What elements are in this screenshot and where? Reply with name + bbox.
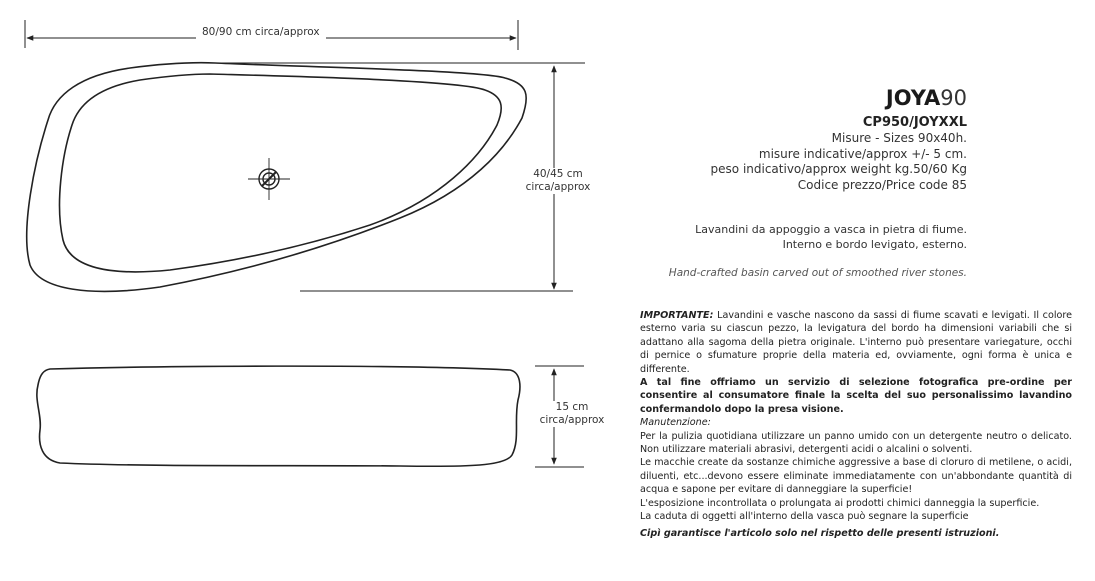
service-paragraph: A tal fine offriamo un servizio di selezione fotografica pre-ordine per consentire al consumatore finale la scelta del suo personalissimo lavandino confermandolo dopo la presa visione.: [640, 377, 1072, 415]
description-italian: [695, 222, 967, 252]
depth-label-line2: circa/approx: [525, 181, 591, 193]
description-line: Lavandini da appoggio a vasca in pietra di fiume.: [695, 223, 967, 236]
spec-weight: peso indicativo/approx weight kg.50/60 Kg: [710, 162, 967, 176]
product-name: JOYA: [885, 86, 941, 110]
product-title: [711, 86, 967, 111]
product-number: 90: [940, 86, 967, 110]
height-label-line2: circa/approx: [539, 414, 605, 426]
product-spec: [711, 86, 967, 193]
maintenance-line: L'esposizione incontrollata o prolungata ai prodotti chimici danneggia la superficie.: [640, 497, 1040, 509]
drain-icon: [248, 158, 290, 200]
basin-side-view: [37, 366, 520, 466]
basin-top-view: [27, 63, 527, 292]
height-label: [536, 401, 608, 427]
spec-tolerance: misure indicative/approx +/- 5 cm.: [758, 146, 967, 161]
maintenance-line: Per la pulizia quotidiana utilizzare un panno umido con un detergente neutro o delicato. Non utilizzare materiali abrasivi, detergenti acidi o alcalini o solventi.: [640, 430, 1072, 456]
maintenance-line: La caduta di oggetti all'interno della vasca può segnare la superficie: [640, 511, 969, 523]
notes-section: [640, 309, 1072, 540]
spec-size: Misure - Sizes 90x40h.: [831, 131, 967, 145]
important-paragraph: [640, 309, 1072, 376]
depth-label-line1: 40/45 cm: [533, 168, 583, 180]
spec-price-code: Codice prezzo/Price code 85: [797, 177, 967, 192]
guarantee-text: Cipì garantisce l'articolo solo nel rispetto delle presenti istruzioni.: [640, 527, 1000, 539]
maintenance-line: Le macchie create da sostanze chimiche aggressive a base di cloruro di metilene, o acidi, diluenti, etc...devono essere eliminate immediatamente con un'abbondante quantità di acqua e sapone per evitare di danneggiare la superficie!: [640, 457, 1072, 496]
description-line: Interno e bordo levigato, esterno.: [782, 238, 967, 251]
width-label: 80/90 cm circa/approx: [196, 26, 326, 39]
height-label-line1: 15 cm: [555, 401, 589, 413]
product-code: CP950/JOYXXL: [862, 115, 967, 130]
depth-label: [522, 168, 594, 194]
important-text: Lavandini e vasche nascono da sassi di fiume scavati e levigati. Il colore esterno varia su ciascun pezzo, la levigatura del bordo ha dimensioni variabili che si adattano alla sagoma della pietra originale. L'interno può presentare variegature, occhi di pernice o sfumature proprie della materia ed, ovviamente, ogni forma è unica e differente.: [640, 310, 1072, 375]
description-english: Hand-crafted basin carved out of smoothed river stones.: [668, 267, 967, 279]
important-label: IMPORTANTE:: [640, 310, 714, 321]
maintenance-label: Manutenzione:: [640, 417, 711, 429]
